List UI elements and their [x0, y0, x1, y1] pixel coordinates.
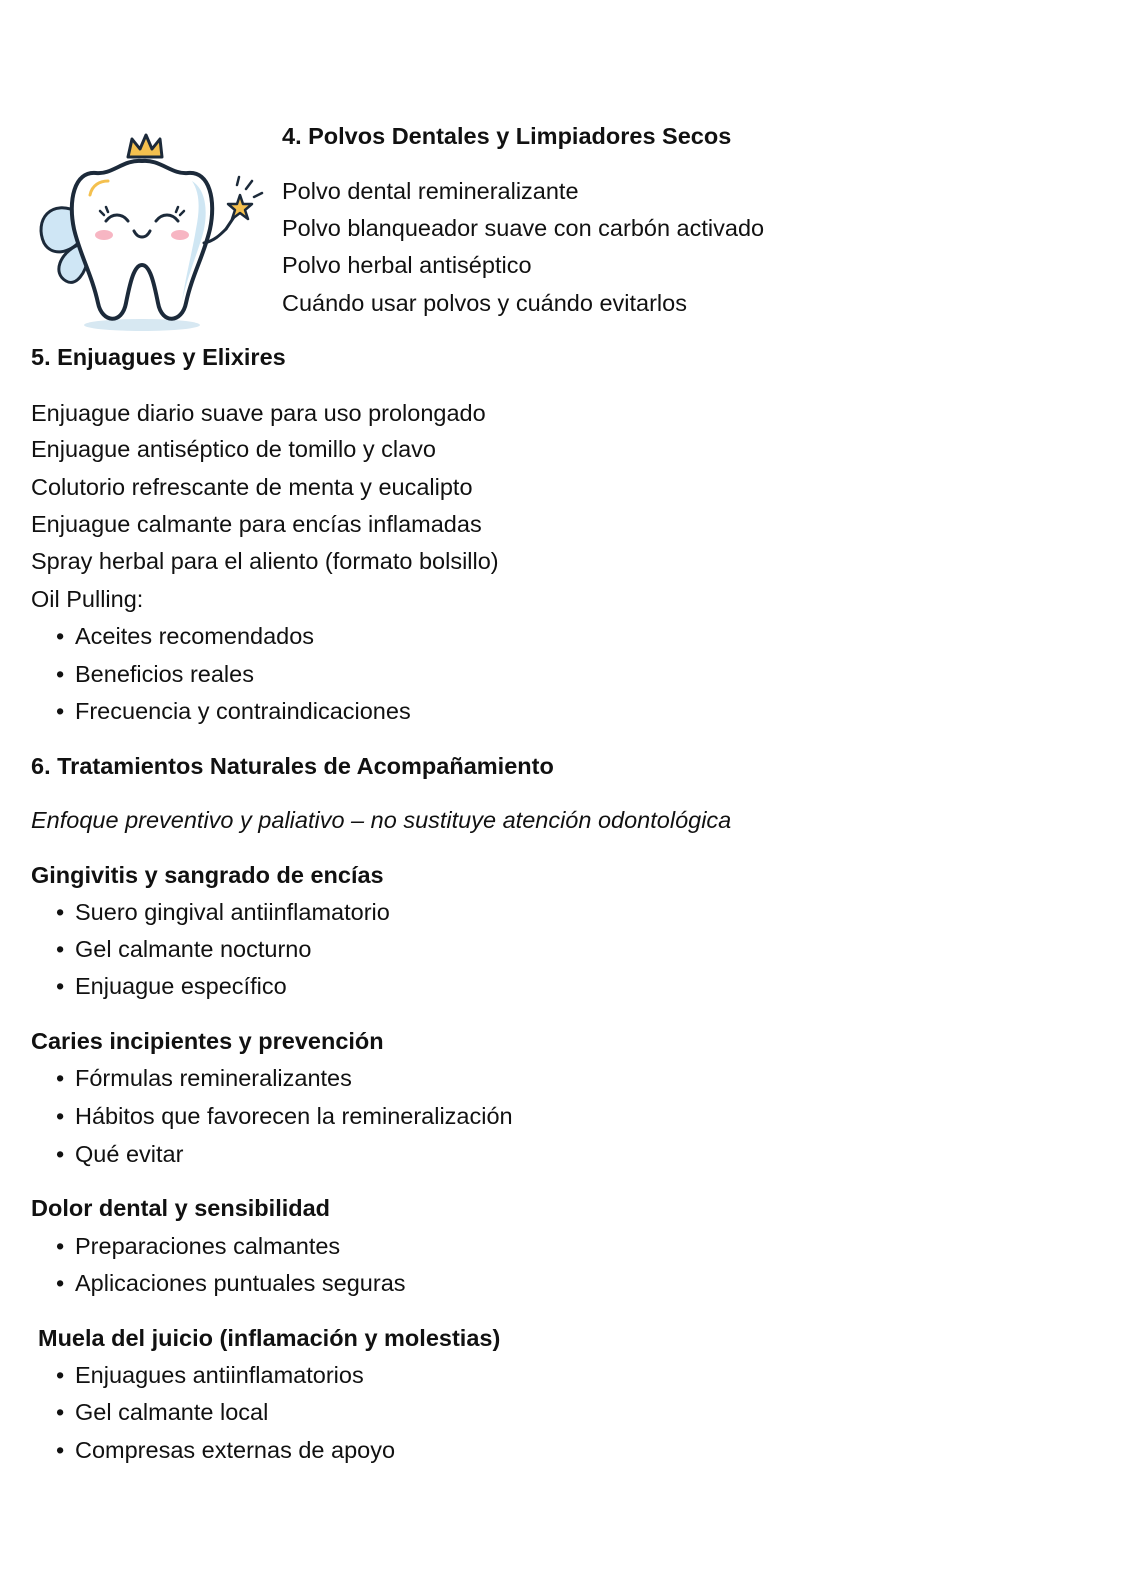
bullet-item: • Enjuagues antiinflamatorios	[56, 1360, 364, 1390]
group-title: Muela del juicio (inflamación y molestias)	[38, 1325, 501, 1351]
list-item: Polvo herbal antiséptico	[282, 252, 532, 278]
bullet-item: • Compresas externas de apoyo	[56, 1435, 395, 1465]
bullet-item: • Enjuague específico	[56, 971, 287, 1001]
bullet-item: • Aplicaciones puntuales seguras	[56, 1268, 406, 1298]
bullet-item: • Frecuencia y contraindicaciones	[56, 696, 411, 726]
bullet-item: • Preparaciones calmantes	[56, 1231, 340, 1261]
tooth-fairy-icon	[32, 125, 272, 335]
list-item: Polvo blanqueador suave con carbón activado	[282, 215, 765, 241]
list-item: Colutorio refrescante de menta y eucalipto	[31, 474, 473, 500]
section-5-heading: 5. Enjuagues y Elixires	[31, 344, 286, 370]
list-item: Polvo dental remineralizante	[282, 178, 579, 204]
bullet-item: • Aceites recomendados	[56, 621, 314, 651]
bullet-item: • Fórmulas remineralizantes	[56, 1063, 352, 1093]
list-item: Cuándo usar polvos y cuándo evitarlos	[282, 290, 687, 316]
list-item: Enjuague diario suave para uso prolongado	[31, 400, 486, 426]
list-item: Spray herbal para el aliento (formato bolsillo)	[31, 548, 499, 574]
list-item: Oil Pulling:	[31, 586, 144, 612]
group-title: Caries incipientes y prevención	[31, 1028, 384, 1054]
section-6-heading: 6. Tratamientos Naturales de Acompañamiento	[31, 753, 554, 779]
group-title: Dolor dental y sensibilidad	[31, 1195, 331, 1221]
bullet-item: • Qué evitar	[56, 1139, 183, 1169]
bullet-item: • Gel calmante nocturno	[56, 934, 311, 964]
section-6-note: Enfoque preventivo y paliativo – no sustituye atención odontológica	[31, 807, 732, 833]
bullet-item: • Hábitos que favorecen la remineralización	[56, 1101, 513, 1131]
section-4-heading: 4. Polvos Dentales y Limpiadores Secos	[282, 123, 732, 149]
group-title: Gingivitis y sangrado de encías	[31, 862, 384, 888]
bullet-item: • Beneficios reales	[56, 659, 254, 689]
list-item: Enjuague antiséptico de tomillo y clavo	[31, 436, 436, 462]
list-item: Enjuague calmante para encías inflamadas	[31, 511, 482, 537]
bullet-item: • Gel calmante local	[56, 1397, 268, 1427]
bullet-item: • Suero gingival antiinflamatorio	[56, 897, 390, 927]
